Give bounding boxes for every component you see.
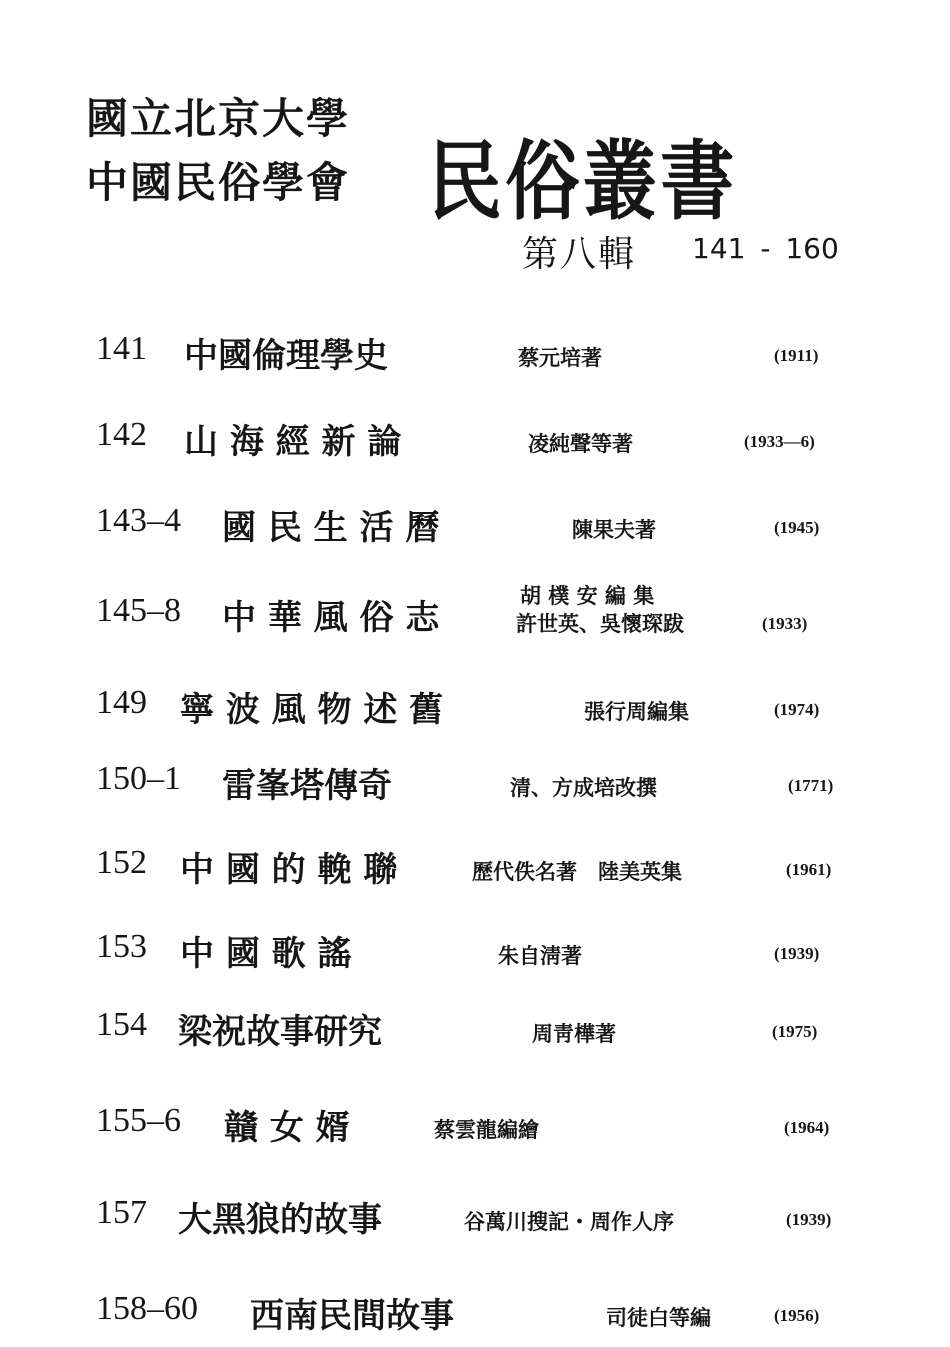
entry-number: 155–6 [96, 1102, 181, 1139]
entry-author-secondary: 許世英、吳懷琛跋 [516, 611, 684, 636]
entry-year: (1911) [774, 346, 819, 365]
entry-title: 寧 波 風 物 述 舊 [180, 690, 444, 730]
entry-year: (1961) [786, 860, 832, 879]
entry-title: 山 海 經 新 論 [184, 422, 402, 462]
entry-author: 凌純聲等著 [528, 431, 633, 456]
entry-number: 154 [96, 1006, 147, 1043]
entry-year: (1956) [774, 1306, 820, 1325]
list-item [0, 676, 950, 736]
entry-author: 蔡雲龍編繪 [434, 1117, 539, 1142]
entry-year: (1974) [774, 700, 820, 719]
entry-number: 150–1 [96, 760, 181, 797]
entry-year: (1933—6) [744, 432, 815, 451]
list-item [0, 752, 950, 812]
list-item [0, 836, 950, 896]
list-item [0, 322, 950, 382]
entry-year: (1771) [788, 776, 834, 795]
list-item [0, 920, 950, 980]
entry-year: (1939) [786, 1210, 832, 1229]
entry-title: 西南民間故事 [250, 1296, 454, 1336]
entry-author: 張行周編集 [584, 699, 689, 724]
entry-year: (1939) [774, 944, 820, 963]
series-title: 民俗叢書 [428, 132, 738, 232]
entry-author: 周靑樺著 [532, 1021, 616, 1046]
entry-title: 贛 女 婿 [224, 1108, 350, 1148]
institution-line-1: 國立北京大學 [86, 94, 351, 143]
entry-title: 國 民 生 活 曆 [222, 508, 440, 548]
entry-title: 中 華 風 俗 志 [222, 598, 440, 638]
list-item [0, 1094, 950, 1154]
entry-number: 153 [96, 928, 147, 965]
list-item [0, 494, 950, 554]
volume-label: 第八輯 [522, 234, 637, 275]
institution-line-2: 中國民俗學會 [86, 158, 351, 207]
entry-year: (1945) [774, 518, 820, 537]
entry-number: 158–60 [96, 1290, 198, 1327]
entry-title: 雷峯塔傳奇 [222, 766, 392, 806]
entry-year: (1933) [762, 614, 808, 633]
entry-author: 清、方成培改撰 [510, 775, 657, 800]
entry-author: 歷代佚名著 陸美英集 [472, 859, 682, 884]
entry-title: 中國倫理學史 [184, 336, 388, 376]
list-item [0, 998, 950, 1058]
entry-title: 梁祝故事研究 [178, 1012, 382, 1052]
entry-number: 157 [96, 1194, 147, 1231]
list-item [0, 584, 950, 644]
entry-author: 司徒白等編 [606, 1305, 711, 1330]
entry-number: 152 [96, 844, 147, 881]
entry-number: 149 [96, 684, 147, 721]
entry-number: 141 [96, 330, 147, 367]
volume-range: 141 - 160 [692, 232, 839, 265]
entry-number: 145–8 [96, 592, 181, 629]
entry-author: 陳果夫著 [572, 517, 656, 542]
entry-author: 朱自淸著 [498, 943, 582, 968]
list-item [0, 1186, 950, 1246]
entry-number: 143–4 [96, 502, 181, 539]
list-item [0, 1282, 950, 1342]
entry-author: 蔡元培著 [518, 345, 602, 370]
entry-year: (1964) [784, 1118, 830, 1137]
entry-title: 大黑狼的故事 [178, 1200, 382, 1240]
entry-title: 中 國 歌 謠 [180, 934, 352, 974]
entry-author: 胡 樸 安 編 集 [520, 583, 655, 608]
entry-number: 142 [96, 416, 147, 453]
entry-year: (1975) [772, 1022, 818, 1041]
list-item [0, 408, 950, 468]
entry-author: 谷萬川搜記・周作人序 [464, 1209, 674, 1234]
entry-title: 中 國 的 輓 聯 [180, 850, 398, 890]
